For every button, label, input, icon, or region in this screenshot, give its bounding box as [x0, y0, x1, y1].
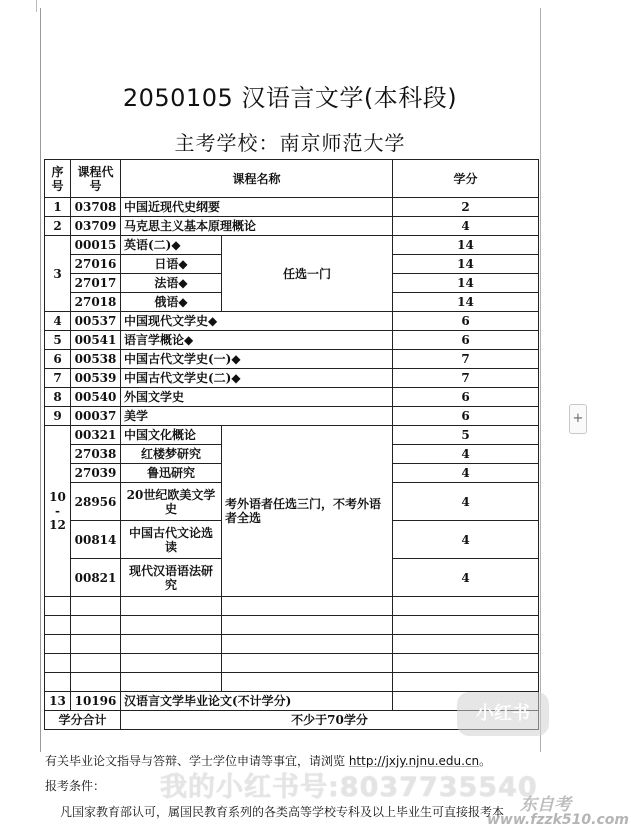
row-credits: 14 [393, 255, 539, 274]
table-row [45, 350, 539, 369]
row-credits: 4 [393, 559, 539, 597]
row-name: 汉语言文学毕业论文(不计学分) [121, 692, 393, 711]
note-thesis-end: 。 [479, 754, 492, 768]
row-code: 00541 [71, 331, 121, 350]
row-name: 红楼梦研究 [121, 445, 222, 464]
document-title: 2050105 汉语言文学(本科段) [122, 84, 458, 112]
row-name: 现代汉语语法研究 [121, 559, 222, 597]
document-subtitle: 主考学校：南京师范大学 [174, 131, 406, 155]
header-credits: 学分 [393, 160, 539, 198]
note-thesis-text: 有关毕业论文指导与答辩、学士学位申请等事宜，请浏览 [45, 754, 349, 768]
row-credits: 2 [393, 198, 539, 217]
row-name: 鲁迅研究 [121, 464, 222, 483]
table-row [45, 236, 539, 255]
watermark-id: 我的小红书号:8037735540 [160, 772, 538, 803]
row-name: 马克思主义基本原理概论 [121, 217, 393, 236]
row-credits: 6 [393, 388, 539, 407]
row-credits: 5 [393, 426, 539, 445]
row-seq: 9 [45, 407, 71, 426]
page-right-edge [540, 8, 541, 752]
row-credits: 4 [393, 464, 539, 483]
row-code: 00037 [71, 407, 121, 426]
note-eligibility-label: 报考条件： [45, 779, 106, 793]
row-credits: 6 [393, 312, 539, 331]
header-code: 课程代号 [71, 160, 121, 198]
row-name: 中国古代文学史(二)◆ [121, 369, 393, 388]
row-seq: 5 [45, 331, 71, 350]
row-code: 27038 [71, 445, 121, 464]
row-name: 中国古代文论选读 [121, 521, 222, 559]
row-seq: 4 [45, 312, 71, 331]
row-seq: 7 [45, 369, 71, 388]
row-code: 03708 [71, 198, 121, 217]
row-code: 00821 [71, 559, 121, 597]
row-code: 27016 [71, 255, 121, 274]
row-credits: 6 [393, 331, 539, 350]
row-seq: 3 [45, 236, 71, 312]
seq-dash: - [55, 504, 60, 518]
row-credits: 7 [393, 369, 539, 388]
row-name: 俄语◆ [121, 293, 222, 312]
row-name: 外国文学史 [121, 388, 393, 407]
row-code: 27018 [71, 293, 121, 312]
table-row [45, 388, 539, 407]
row-name: 语言学概论◆ [121, 331, 393, 350]
header-name: 课程名称 [121, 160, 393, 198]
row-name: 法语◆ [121, 274, 222, 293]
row-credits: 14 [393, 236, 539, 255]
table-row [45, 369, 539, 388]
row-code: 00321 [71, 426, 121, 445]
row-seq: 1 [45, 198, 71, 217]
page-corner-mark [36, 0, 37, 12]
row-credits: 6 [393, 407, 539, 426]
table-row [45, 198, 539, 217]
row-seq: 2 [45, 217, 71, 236]
row-name: 英语(二)◆ [121, 236, 222, 255]
watermark-site-name: 东自考 [520, 795, 571, 815]
row-code: 27017 [71, 274, 121, 293]
empty-row [45, 597, 539, 616]
note-thesis-url[interactable]: http://jxjy.njnu.edu.cn [348, 754, 480, 768]
note-eligibility-text: 凡国家教育部认可，属国民教育系列的各类高等学校专科及以上毕业生可直接报考本 [60, 805, 505, 819]
group-10-12-note: 考外语者任选三门，不考外语者全选 [222, 426, 393, 597]
row-name: 日语◆ [121, 255, 222, 274]
row-credits: 14 [393, 293, 539, 312]
total-value: 不少于70学分 [121, 711, 539, 730]
course-table [44, 159, 539, 730]
row-code: 03709 [71, 217, 121, 236]
row-code: 10196 [71, 692, 121, 711]
row-seq: 6 [45, 350, 71, 369]
row-name: 20世纪欧美文学史 [121, 483, 222, 521]
watermark-site-url: www.fzzk510.com [487, 812, 629, 828]
watermark-badge: 小红书 [457, 692, 549, 736]
row-credits: 14 [393, 274, 539, 293]
row-code: 00015 [71, 236, 121, 255]
seq-10: 10 [49, 490, 66, 504]
row-credits: 4 [393, 521, 539, 559]
row-name: 中国现代文学史◆ [121, 312, 393, 331]
empty-row [45, 616, 539, 635]
row-seq: 8 [45, 388, 71, 407]
empty-row [45, 673, 539, 692]
empty-row [45, 635, 539, 654]
row-code: 00539 [71, 369, 121, 388]
row-code: 00814 [71, 521, 121, 559]
table-row [45, 312, 539, 331]
row-code: 00538 [71, 350, 121, 369]
row-name: 中国近现代史纲要 [121, 198, 393, 217]
row-credits: 7 [393, 350, 539, 369]
header-seq: 序号 [45, 160, 71, 198]
table-row [45, 426, 539, 445]
row-credits: 4 [393, 483, 539, 521]
row-seq: 13 [45, 692, 71, 711]
seq-12: 12 [49, 518, 66, 532]
row-name: 美学 [121, 407, 393, 426]
row-name: 中国文化概论 [121, 426, 222, 445]
row-name: 中国古代文学史(一)◆ [121, 350, 393, 369]
table-row [45, 331, 539, 350]
total-label: 学分合计 [45, 711, 121, 730]
page-left-edge [40, 8, 41, 752]
group-3-note: 任选一门 [222, 236, 393, 312]
table-row [45, 407, 539, 426]
add-icon[interactable]: + [569, 404, 587, 434]
row-code: 27039 [71, 464, 121, 483]
row-credits: 4 [393, 217, 539, 236]
table-row [45, 217, 539, 236]
row-code: 00537 [71, 312, 121, 331]
empty-row [45, 654, 539, 673]
row-code: 28956 [71, 483, 121, 521]
row-credits: 4 [393, 445, 539, 464]
row-code: 00540 [71, 388, 121, 407]
table-header-row [45, 160, 539, 198]
row-seq-10-12 [45, 426, 71, 597]
